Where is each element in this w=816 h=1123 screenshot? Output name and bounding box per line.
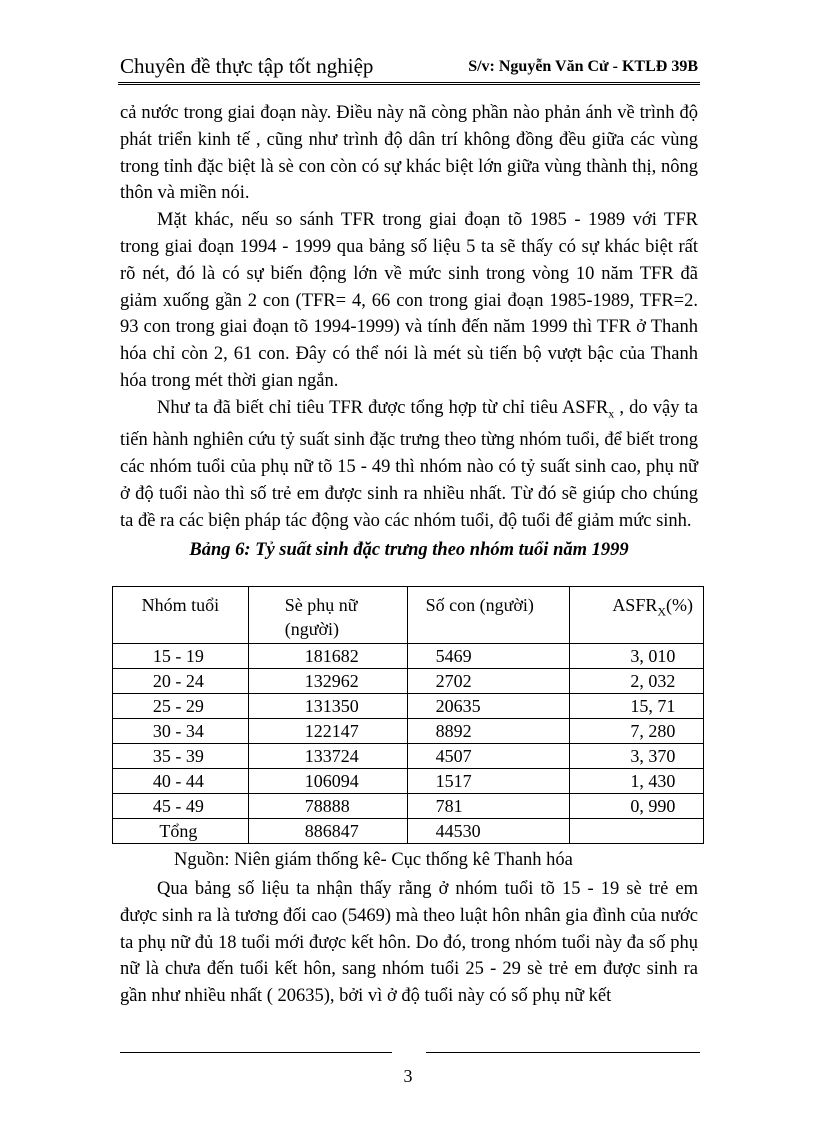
cell-children: 1517 — [407, 769, 570, 794]
paragraph-1: cả nước trong giai đoạn này. Điều này nã còng phần nào phản ánh về trình độ phát triển kinh tế , cũng như trình độ dân trí không đồng đều giữa các vùng trong tỉnh đặc biệt là sè con còn có sự khác biệt lớn giữa vùng thành thị, nông thôn và miền nói. — [120, 103, 698, 204]
cell-children: 20635 — [407, 694, 570, 719]
cell-age-group: 30 - 34 — [113, 719, 249, 744]
cell-asfr: 0, 990 — [570, 794, 704, 819]
body-text-after-table — [120, 876, 698, 1010]
paragraph-3-part-1: Như ta đã biết chỉ tiêu TFR được tổng hợp từ chỉ tiêu ASFR — [157, 397, 609, 418]
table-title: Bảng 6: Tỷ suất sinh đặc trưng theo nhóm tuổi năm 1999 — [189, 540, 629, 560]
cell-age-group: 35 - 39 — [113, 744, 249, 769]
cell-asfr: 7, 280 — [570, 719, 704, 744]
page-number: 3 — [403, 1066, 413, 1086]
header-title: Chuyên đề thực tập tốt nghiệp — [120, 54, 374, 78]
table-row — [113, 719, 704, 744]
cell-children: 4507 — [407, 744, 570, 769]
table-total-row — [113, 819, 704, 844]
table-row — [113, 669, 704, 694]
cell-age-group: 25 - 29 — [113, 694, 249, 719]
cell-asfr: 1, 430 — [570, 769, 704, 794]
cell-asfr: 3, 370 — [570, 744, 704, 769]
paragraph-3 — [120, 395, 698, 535]
cell-asfr: 15, 71 — [570, 694, 704, 719]
table-source: Nguồn: Niên giám thống kê- Cục thống kê Thanh hóa — [174, 850, 573, 870]
cell-women: 78888 — [248, 794, 407, 819]
cell-children: 2702 — [407, 669, 570, 694]
footer-rule-right — [426, 1052, 700, 1053]
cell-women: 133724 — [248, 744, 407, 769]
page-header — [118, 52, 700, 82]
table-row — [113, 694, 704, 719]
cell-women: 131350 — [248, 694, 407, 719]
header-age-group: Nhóm tuổi — [113, 587, 249, 644]
header-children: Số con (người) — [407, 587, 570, 644]
header-author: S/v: Nguyễn Văn Cử - KTLĐ 39B — [468, 58, 698, 75]
footer-rule-left — [120, 1052, 392, 1053]
cell-total-asfr — [570, 819, 704, 844]
header-asfr-text: ASFR — [612, 595, 658, 615]
cell-women: 181682 — [248, 644, 407, 669]
cell-age-group: 15 - 19 — [113, 644, 249, 669]
cell-children: 8892 — [407, 719, 570, 744]
paragraph-3-part-2: , do vậy ta tiến hành nghiên cứu tỷ suất sinh đặc trưng theo từng nhóm tuổi, để biết trong các nhóm tuổi của phụ nữ tõ 15 - 49 thì nhóm nào có tỷ suất sinh cao, phụ nữ ở độ tuổi nào thì số trẻ em được sinh ra nhiều nhất. Từ đó sẽ giúp cho chúng ta đề ra các biện pháp tác động vào các nhóm tuổi, độ tuổi để giảm mức sinh. — [120, 397, 699, 531]
header-asfr-unit: (%) — [666, 595, 693, 615]
header-double-rule — [118, 82, 700, 88]
paragraph-4: Qua bảng số liệu ta nhận thấy rằng ở nhóm tuổi tõ 15 - 19 sè trẻ em được sinh ra là tương đối cao (5469) mà theo luật hôn nhân gia đình của nước ta phụ nữ đủ 18 tuổi mới được kết hôn. Do đó, trong nhóm tuổi này đa số phụ nữ là chưa đến tuổi kết hôn, sang nhóm tuổi 25 - 29 sè trẻ em được sinh ra gần như nhiều nhất ( 20635), bởi vì ở độ tuổi này có số phụ nữ kết — [120, 879, 698, 1007]
header-asfr — [570, 587, 704, 644]
cell-children: 781 — [407, 794, 570, 819]
fertility-table — [112, 586, 704, 844]
header-women: Sè phụ nữ (người) — [248, 587, 407, 644]
cell-total-label: Tổng — [113, 819, 249, 844]
cell-women: 122147 — [248, 719, 407, 744]
cell-age-group: 20 - 24 — [113, 669, 249, 694]
paragraph-2: Mặt khác, nếu so sánh TFR trong giai đoạn tõ 1985 - 1989 với TFR trong giai đoạn 1994 - 1999 qua bảng số liệu 5 ta sẽ thấy có sự khác biệt rất rõ nét, đó là có sự biến động lớn về mức sinh trong vòng 10 năm TFR đã giảm xuống gần 2 con (TFR= 4, 66 con trong giai đoạn 1985-1989, TFR=2. 93 con trong giai đoạn tõ 1994-1999) và tính đến năm 1999 thì TFR ở Thanh hóa chỉ còn 2, 61 con. Đây có thể nói là mét sù tiến bộ vượt bậc của Thanh hóa trong mét thời gian ngắn. — [120, 210, 698, 391]
body-text — [120, 100, 698, 534]
asfr-subscript: x — [608, 406, 615, 421]
cell-total-children: 44530 — [407, 819, 570, 844]
cell-asfr: 3, 010 — [570, 644, 704, 669]
cell-age-group: 45 - 49 — [113, 794, 249, 819]
cell-women: 132962 — [248, 669, 407, 694]
cell-asfr: 2, 032 — [570, 669, 704, 694]
cell-total-women: 886847 — [248, 819, 407, 844]
header-asfr-sub: X — [657, 604, 667, 619]
cell-age-group: 40 - 44 — [113, 769, 249, 794]
table-row — [113, 644, 704, 669]
table-row — [113, 794, 704, 819]
table-row — [113, 744, 704, 769]
cell-women: 106094 — [248, 769, 407, 794]
table-row — [113, 769, 704, 794]
table-header-row — [113, 587, 704, 644]
cell-children: 5469 — [407, 644, 570, 669]
